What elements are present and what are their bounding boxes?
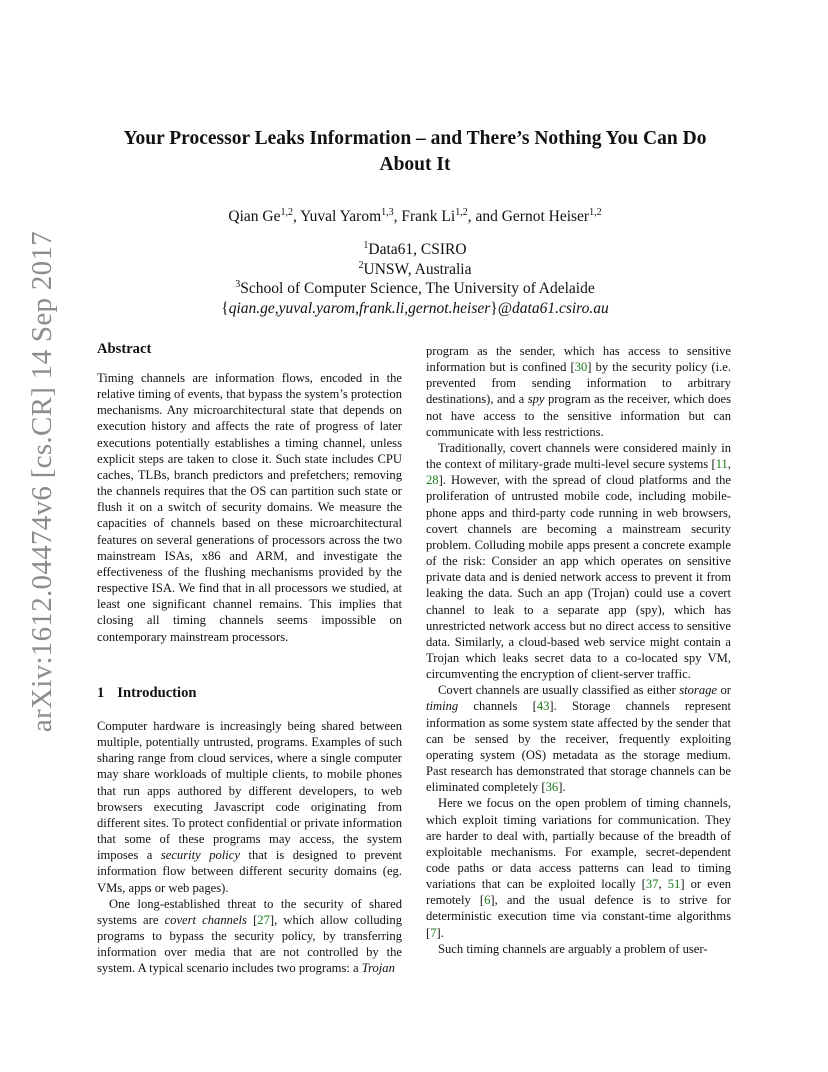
affiliation-marker: 3: [235, 279, 241, 290]
text-run: ].: [436, 925, 444, 940]
section-number: 1: [97, 685, 105, 701]
text-run: or: [717, 683, 731, 698]
author-affiliation-marker: 1,3: [381, 207, 394, 218]
text-run: One long-established threat to the security of shared systems are: [97, 896, 402, 927]
affiliation-line: [100, 260, 730, 280]
paragraph: [426, 795, 731, 940]
text-run: Here we focus on the open problem of timing channels, which exploit timing variations for communication. They are harder to deal with, partially because of the breadth of exploitable mechanisms. For example, secret-dependent code paths or data access patterns can lead to timing variations that can be exploited locally [: [426, 796, 731, 892]
text-run: ], and the usual defence is to strive for deterministic execution time via constant-time algorithms [: [426, 893, 731, 940]
paragraph: [426, 440, 731, 682]
emphasis: Trojan: [361, 961, 395, 976]
text-run: that is designed to prevent information flow between different security domains (eg. VMs, apps or web pages).: [97, 848, 402, 895]
paragraph: [426, 343, 731, 440]
citation-link[interactable]: 28: [426, 473, 439, 488]
affiliation-marker: 2: [358, 259, 364, 271]
author-separator: , and: [467, 208, 502, 225]
author-name: Yuval Yarom: [300, 208, 382, 225]
arxiv-identifier-stamp: [25, 230, 61, 732]
emphasis: security policy: [160, 848, 240, 863]
text-run: Such timing channels are arguably a problem of user-: [438, 941, 708, 956]
citation-link[interactable]: 30: [574, 360, 588, 375]
section-title: Introduction: [117, 685, 197, 701]
emphasis: spy: [527, 392, 545, 407]
author-affiliation-marker: 1,2: [455, 207, 468, 218]
author-name: Gernot Heiser: [501, 208, 590, 225]
citation-link[interactable]: 51: [667, 877, 681, 892]
citation-link[interactable]: 27: [257, 912, 270, 927]
arxiv-identifier-text: arXiv:1612.04474v6 [cs.CR] 14 Sep 2017: [26, 230, 59, 732]
text-run: ,: [727, 457, 731, 472]
citation-link[interactable]: 36: [545, 780, 559, 795]
text-run: program as the sender, which has access to sensitive information but is confined [: [426, 344, 731, 375]
text-run: ]. Storage channels represent information as some system state affected by the sender that can be sensed by the receiver, frequently exploiting operating system (OS) metadata as the storage medium. Past research has demonstrated that storage channels can be eliminated completely [: [426, 699, 732, 795]
abstract-text: Timing channels are information flows, encoded in the relative timing of events, that bypass the system’s protection mechanisms. Any microarchitectural state that depends on execution history and affects the rate of progress of later executions potentially establishes a timing channel, unless explicit steps are taken to close it. Such state includes CPU caches, TLBs, branch predictors and prefetchers; removing the channels requires that the OS can partition such state or flush it on a switch of security domains. We measure the capacities of channels based on these microarchitectural features on several generations of processors across the two mainstream ISAs, x86 and ARM, and investigate the effectiveness of the flushing mechanisms provided by the respective ISA. We find that in all processors we studied, at least one significant channel remains. This implies that closing all timing channels seems impossible on contemporary mainstream processors.: [97, 371, 402, 644]
title-line-1: Your Processor Leaks Information – and There’s Nothing You Can Do: [123, 128, 707, 149]
affiliation-name: UNSW, Australia: [363, 260, 472, 278]
affiliation-line: [100, 279, 730, 299]
author-email: [100, 299, 730, 319]
author-affiliation-marker: 1,2: [280, 207, 293, 218]
text-run: Traditionally, covert channels were considered mainly in the context of military-grade multi-level secure systems [: [426, 440, 731, 472]
text-run: Covert channels are usually classified as either: [438, 683, 680, 698]
affiliation-line: [100, 240, 730, 260]
introduction-body-right: [426, 343, 731, 957]
title-line-2: About It: [379, 154, 451, 175]
introduction-body-left: [97, 718, 402, 977]
text-run: [: [246, 912, 258, 927]
affiliation-name: School of Computer Science, The University of Adelaide: [240, 280, 595, 297]
text-run: ] or even remotely [: [426, 877, 731, 908]
emphasis: storage: [679, 683, 718, 698]
paper-title: [100, 126, 730, 178]
text-run: ,: [658, 877, 668, 892]
citation-link[interactable]: 37: [645, 877, 659, 892]
section-heading-introduction: [97, 685, 197, 702]
paragraph: [97, 896, 402, 977]
text-run: ] by the security policy (i.e. prevented from sending information to arbitrary destinations), and a: [426, 360, 731, 407]
email-domain: @data61.csiro.au: [497, 299, 609, 317]
affiliation-marker: 1: [363, 240, 369, 251]
author-affiliation-marker: 1,2: [589, 207, 602, 218]
citation-link[interactable]: 43: [536, 699, 550, 714]
paragraph: [426, 682, 731, 795]
author-separator: ,: [292, 208, 301, 225]
email-brace-close: }: [490, 299, 498, 317]
author-list: [100, 207, 730, 227]
citation-link[interactable]: 11: [715, 457, 728, 472]
text-run: ].: [558, 780, 566, 795]
text-run: ], which allow colluding programs to bypass the security policy, by transferring information over media that are not controlled by the system. A typical scenario includes two programs: a: [97, 912, 402, 976]
author-name: Qian Ge: [228, 208, 281, 225]
citation-link[interactable]: 7: [430, 925, 437, 940]
paragraph: [426, 941, 731, 957]
text-run: channels [: [458, 699, 537, 714]
emphasis: covert channels: [164, 912, 247, 927]
author-name: Frank Li: [401, 208, 456, 225]
paragraph: [97, 718, 402, 896]
author-separator: ,: [393, 208, 402, 225]
affiliation-name: Data61, CSIRO: [368, 241, 467, 258]
email-users: qian.ge,yuval.yarom,frank.li,gernot.heiser: [228, 299, 491, 317]
text-run: ]. However, with the spread of cloud platforms and the proliferation of untrusted mobile code, including mobile-phone apps and third-party code running in web browsers, covert channels are becoming a mainstream security problem. Colluding mobile apps present a concrete example of the risk: Consider an app which operates on sensitive private data and is denied network access to prevent it from leaking the data. Such an app (Trojan) could use a covert channel to leak to a separate app (spy), which has unrestricted network access but no direct access to sensitive data. Similarly, a cloud-based web service might contain a Trojan which leaks secret data to a co-located spy VM, circumventing the encryption of client-server traffic.: [426, 473, 731, 682]
text-run: program as the receiver, which does not have access to the sensitive information but can communicate with less restrictions.: [426, 392, 731, 439]
emphasis: timing: [426, 699, 459, 714]
affiliations: [100, 240, 730, 318]
citation-link[interactable]: 6: [484, 893, 491, 908]
email-brace-open: {: [221, 299, 229, 317]
text-run: Computer hardware is increasingly being shared between multiple, potentially untrusted, programs. Examples of such sharing range from cloud services, where a single computer may share workloads of multiple clients, to mobile phones that run apps authored by different developers, to web browsers executing Javascript code originating from different sites. To protect confidential or private information that some of these programs may access, the system imposes a: [97, 719, 402, 863]
abstract-body: [97, 370, 402, 645]
abstract-heading: Abstract: [97, 341, 152, 357]
